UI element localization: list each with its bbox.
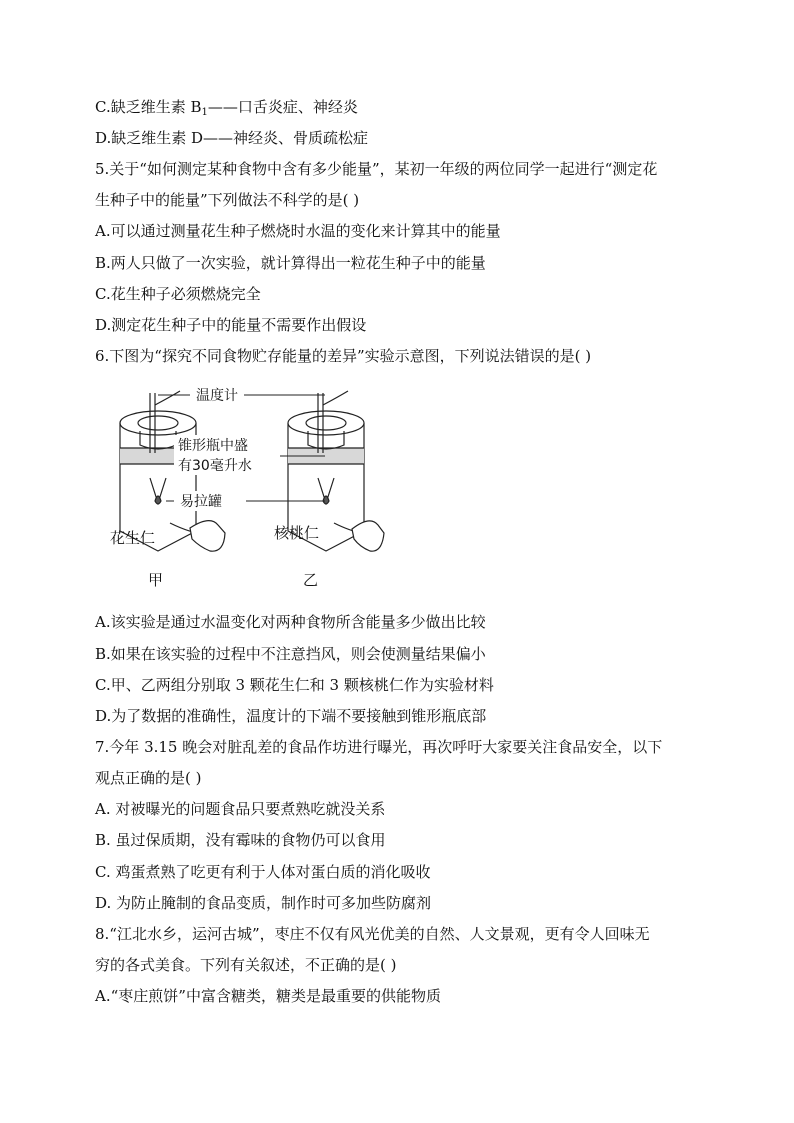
label-jia: 甲: [148, 571, 164, 589]
q5-stem-line1: 5.关于“如何测定某种食物中含有多少能量”，某初一年级的两位同学一起进行“测定花: [95, 160, 658, 178]
q5-option-c: C.花生种子必须燃烧完全: [95, 285, 261, 303]
label-can: 易拉罐: [180, 494, 222, 510]
experiment-figure: [100, 383, 400, 593]
q7-option-a: A. 对被曝光的问题食品只要煮熟吃就没关系: [95, 800, 386, 818]
label-walnut: 核桃仁: [274, 524, 320, 542]
q5-option-a: A.可以通过测量花生种子燃烧时水温的变化来计算其中的能量: [95, 222, 501, 240]
label-thermometer: 温度计: [196, 388, 238, 404]
q5-stem-line2: 生种子中的能量”下列做法不科学的是( ): [95, 191, 360, 209]
q4-option-d: D.缺乏维生素 D——神经炎、骨质疏松症: [95, 129, 369, 147]
q8-stem-line1: 8.“江北水乡，运河古城”，枣庄不仅有风光优美的自然、人文景观，更有令人回味无: [95, 925, 650, 943]
q7-option-d: D. 为防止腌制的食品变质，制作时可多加些防腐剂: [95, 894, 432, 912]
q7-option-c: C. 鸡蛋煮熟了吃更有利于人体对蛋白质的消化吸收: [95, 863, 431, 881]
q5-option-b: B.两人只做了一次实验，就计算得出一粒花生种子中的能量: [95, 254, 486, 272]
label-yi: 乙: [303, 571, 319, 589]
q8-stem-line2: 穷的各式美食。下列有关叙述，不正确的是( ): [95, 956, 397, 974]
q5-option-d: D.测定花生种子中的能量不需要作出假设: [95, 316, 367, 334]
q6-option-c: C.甲、乙两组分别取 3 颗花生仁和 3 颗核桃仁作为实验材料: [95, 676, 494, 694]
label-flask-line2: 有30毫升水: [178, 458, 252, 474]
q6-stem: 6.下图为“探究不同食物贮存能量的差异”实验示意图，下列说法错误的是( ): [95, 347, 592, 365]
q6-option-d: D.为了数据的准确性，温度计的下端不要接触到锥形瓶底部: [95, 707, 487, 725]
q8-option-a: A.“枣庄煎饼”中富含糖类，糖类是最重要的供能物质: [95, 987, 441, 1005]
q6-option-a: A.该实验是通过水温变化对两种食物所含能量多少做出比较: [95, 613, 486, 631]
label-flask-line1: 锥形瓶中盛: [178, 438, 248, 454]
q4-option-c: C.缺乏维生素 $B_1——$口舌炎症、神经炎: [95, 98, 358, 118]
label-peanut: 花生仁: [110, 529, 156, 547]
q6-option-b: B.如果在该实验的过程中不注意挡风，则会使测量结果偏小: [95, 645, 486, 663]
q7-stem-line1: 7.今年 3.15 晚会对脏乱差的食品作坊进行曝光，再次呼吁大家要关注食品安全，以下: [95, 738, 663, 756]
q7-stem-line2: 观点正确的是( ): [95, 769, 202, 787]
q7-option-b: B. 虽过保质期，没有霉味的食物仍可以食用: [95, 831, 386, 849]
